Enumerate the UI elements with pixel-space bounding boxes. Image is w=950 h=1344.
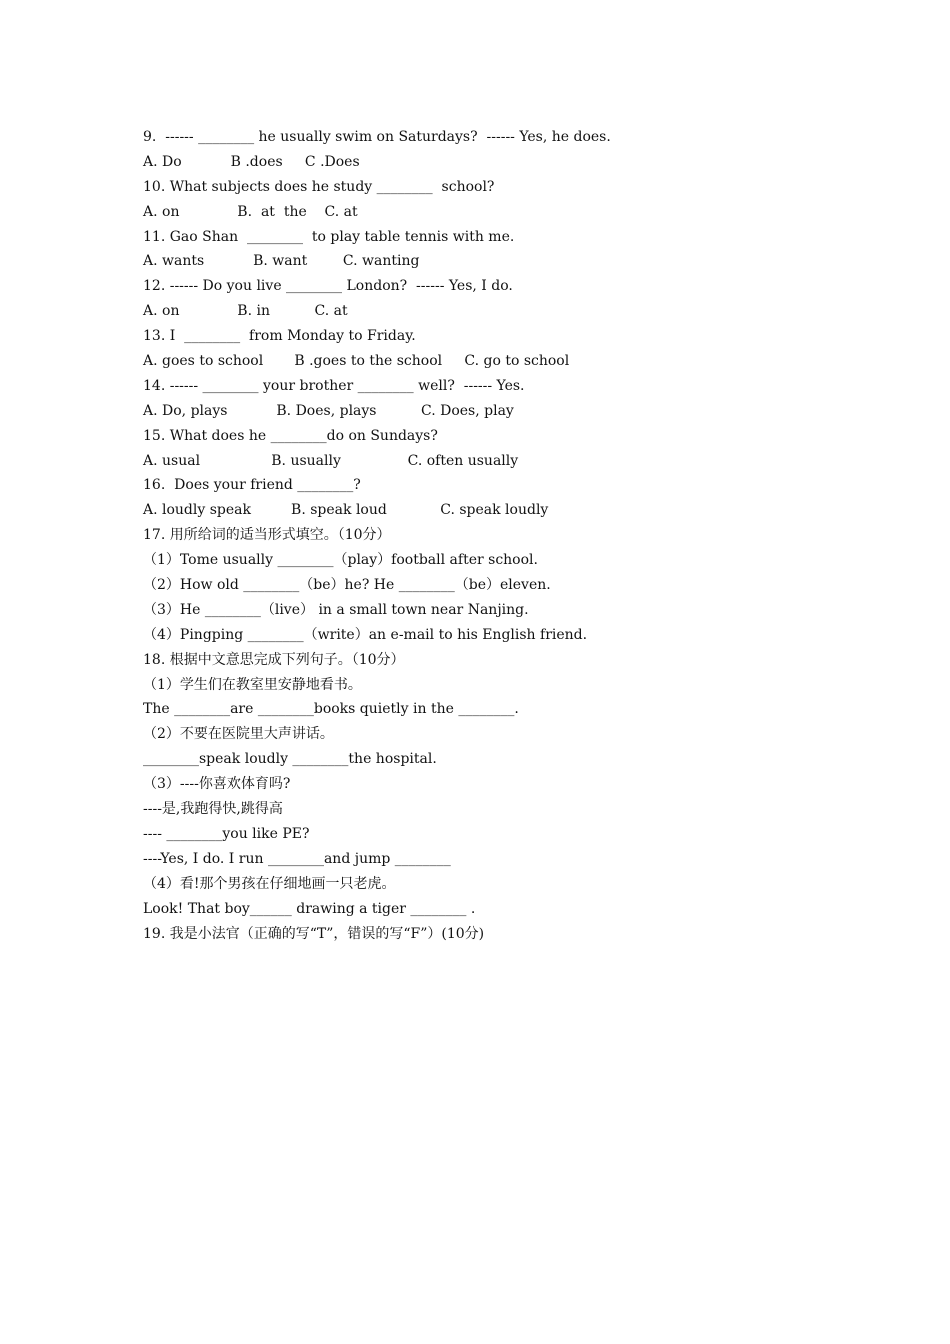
section-18-item-4-sentence: Look! That boy______ drawing a tiger ________ . [143,900,476,917]
question-10-options: A. on B. at the C. at [143,203,358,220]
question-12-options: A. on B. in C. at [143,303,348,320]
section-18-item-4-prompt: （4）看!那个男孩在仔细地画一只老虎。 [143,875,396,892]
section-18-item-3-prompt-answer: ----是,我跑得快,跳得高 [143,801,283,818]
section-18-item-3-prompt: （3）----你喜欢体育吗? [143,776,291,793]
section-18-item-3-sentence-answer: ----Yes, I do. I run ________and jump ________ [143,850,451,867]
section-18-item-3-sentence: ---- ________you like PE? [143,825,310,842]
section-17-item-3: （3）He ________（live） in a small town near Nanjing. [143,601,529,618]
section-17-heading: 17. 用所给词的适当形式填空。（10分） [143,527,391,544]
section-17-item-1: （1）Tome usually ________（play）football after school. [143,552,538,569]
section-18-item-1-prompt: （1）学生们在教室里安静地看书。 [143,676,362,693]
question-12: 12. ------ Do you live ________ London? ------ Yes, I do. [143,278,513,295]
question-15-options: A. usual B. usually C. often usually [143,452,519,469]
section-18-item-2-prompt: （2）不要在医院里大声讲话。 [143,726,334,743]
question-13: 13. I ________ from Monday to Friday. [143,328,416,345]
question-13-options: A. goes to school B .goes to the school C. go to school [143,353,570,370]
section-18-heading: 18. 根据中文意思完成下列句子。（10分） [143,651,405,668]
worksheet-page [143,125,843,946]
question-14-options: A. Do, plays B. Does, plays C. Does, play [143,402,514,419]
question-9: 9. ------ ________ he usually swim on Saturdays? ------ Yes, he does. [143,129,611,145]
question-11-options: A. wants B. want C. wanting [143,253,420,270]
section-19-heading: 19. 我是小法官（正确的写“T”，错误的写“F”）(10分) [143,925,485,942]
question-15: 15. What does he ________do on Sundays? [143,427,438,444]
section-17-item-2: （2）How old ________（be）he? He ________（be）eleven. [143,577,551,594]
question-14: 14. ------ ________ your brother ________ well? ------ Yes. [143,377,525,394]
section-18-item-2-sentence: ________speak loudly ________the hospital. [143,751,437,768]
question-16: 16. Does your friend ________? [143,477,361,494]
question-9-options: A. Do B .does C .Does [143,153,360,170]
section-17-item-4: （4）Pingping ________（write）an e-mail to his English friend. [143,626,588,643]
question-16-options: A. loudly speak B. speak loud C. speak loudly [143,502,549,519]
section-18-item-1-sentence: The ________are ________books quietly in the ________. [143,701,519,718]
question-10: 10. What subjects does he study ________ school? [143,178,495,195]
question-11: 11. Gao Shan ________ to play table tennis with me. [143,228,515,245]
